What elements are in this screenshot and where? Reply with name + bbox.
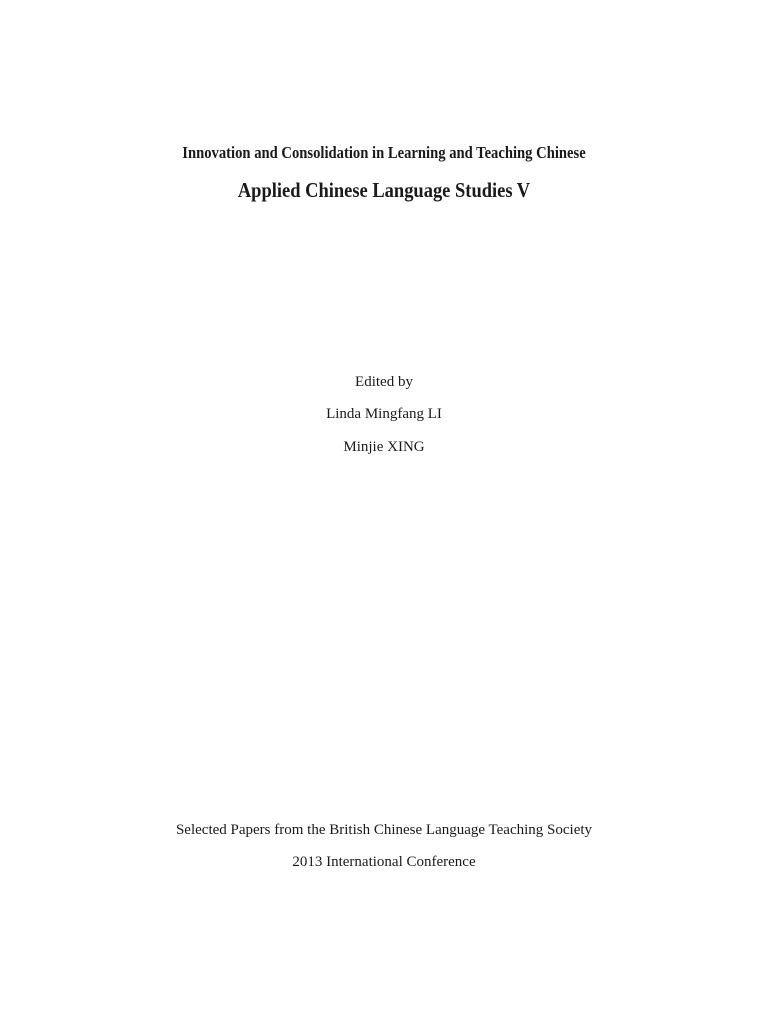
conference-line: 2013 International Conference [292,854,476,870]
editor-name: Minjie XING [343,439,425,455]
series-title: Innovation and Consolidation in Learning and Teaching Chinese [182,143,586,162]
source-line: Selected Papers from the British Chinese Language Teaching Society [175,822,593,838]
book-title: Applied Chinese Language Studies V [237,178,531,202]
edited-by-label: Edited by [355,374,413,390]
editor-name: Linda Mingfang LI [326,406,442,422]
